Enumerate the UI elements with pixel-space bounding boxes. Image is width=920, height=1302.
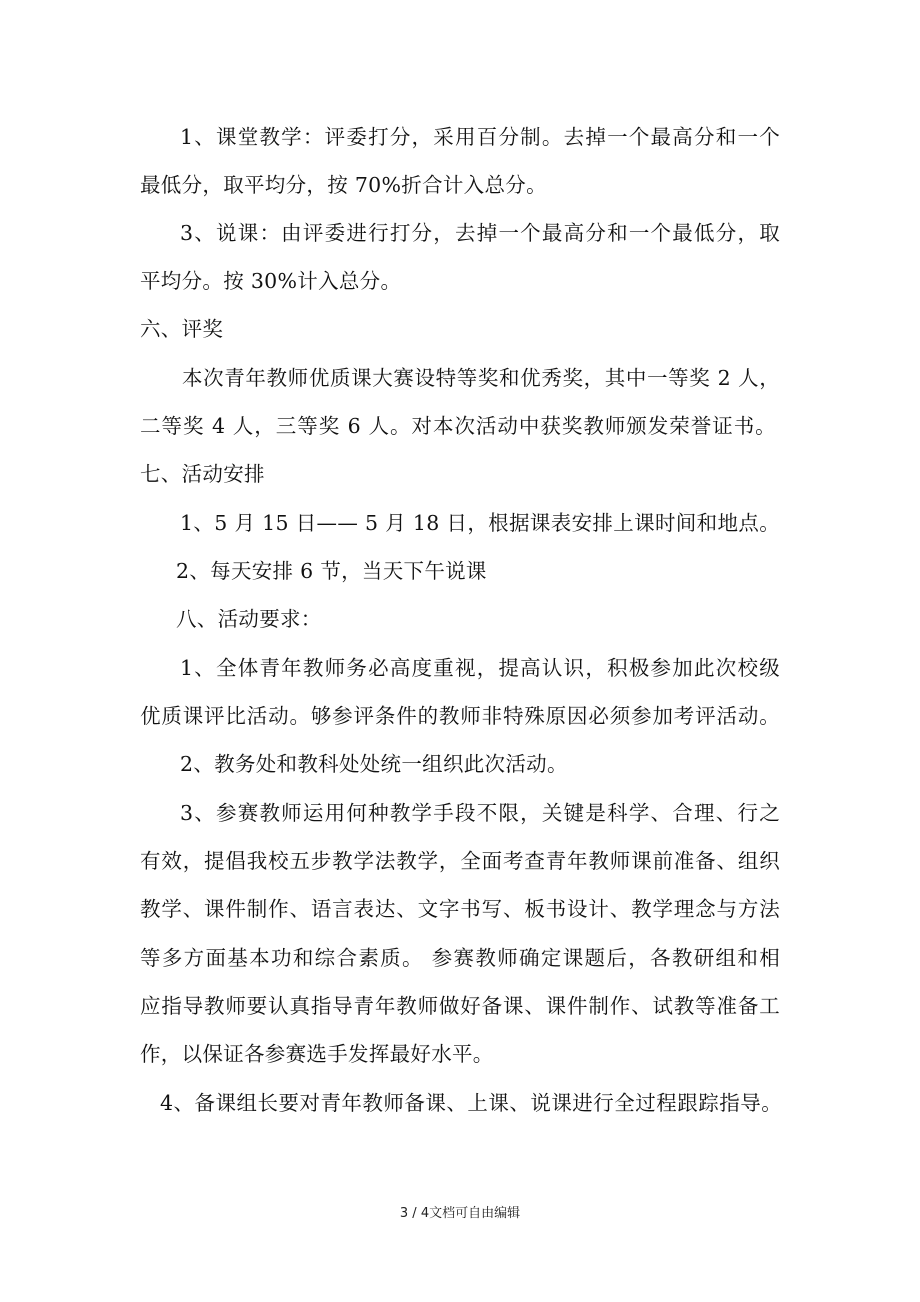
text-line-17: 教学、课件制作、语言表达、文字书写、板书设计、教学理念与方法 [140,897,780,921]
page-footer: 3 / 4文档可自由编辑 [399,1206,521,1221]
text-line-10: 2、每天安排 6 节，当天下午说课 [176,559,487,583]
text-line-19: 应指导教师要认真指导青年教师做好备课、课件制作、试教等准备工 [140,994,780,1018]
section-heading-awards: 六、评奖 [140,317,224,341]
text-line-6: 本次青年教师优质课大赛设特等奖和优秀奖，其中一等奖 2 人， [182,366,780,390]
text-line-7: 二等奖 4 人，三等奖 6 人。对本次活动中获奖教师颁发荣誉证书。 [140,414,776,438]
text-line-15: 3、参赛教师运用何种教学手段不限，关键是科学、合理、行之 [180,801,780,825]
text-line-21: 4、备课组长要对青年教师备课、上课、说课进行全过程跟踪指导。 [160,1091,782,1115]
section-heading-requirements: 八、活动要求： [176,607,322,631]
text-line-3: 3、说课：由评委进行打分，去掉一个最高分和一个最低分，取 [180,221,780,245]
text-line-4: 平均分。按 30%计入总分。 [140,269,402,293]
text-line-9: 1、5 月 15 日—— 5 月 18 日，根据课表安排上课时间和地点。 [180,511,780,535]
text-line-20: 作，以保证各参赛选手发挥最好水平。 [140,1042,494,1066]
text-line-14: 2、教务处和教科处处统一组织此次活动。 [180,752,568,776]
text-line-2: 最低分，取平均分，按 70%折合计入总分。 [140,173,547,197]
text-line-16: 有效，提倡我校五步教学法教学，全面考查青年教师课前准备、组织 [140,849,780,873]
text-line-18: 等多方面基本功和综合素质。 参赛教师确定课题后，各教研组和相 [140,946,780,970]
text-line-12: 1、全体青年教师务必高度重视，提高认识，积极参加此次校级 [180,656,780,680]
section-heading-schedule: 七、活动安排 [140,462,265,486]
text-line-13: 优质课评比活动。够参评条件的教师非特殊原因必须参加考评活动。 [140,704,780,728]
text-line-1: 1、课堂教学：评委打分，采用百分制。去掉一个最高分和一个 [180,125,780,149]
